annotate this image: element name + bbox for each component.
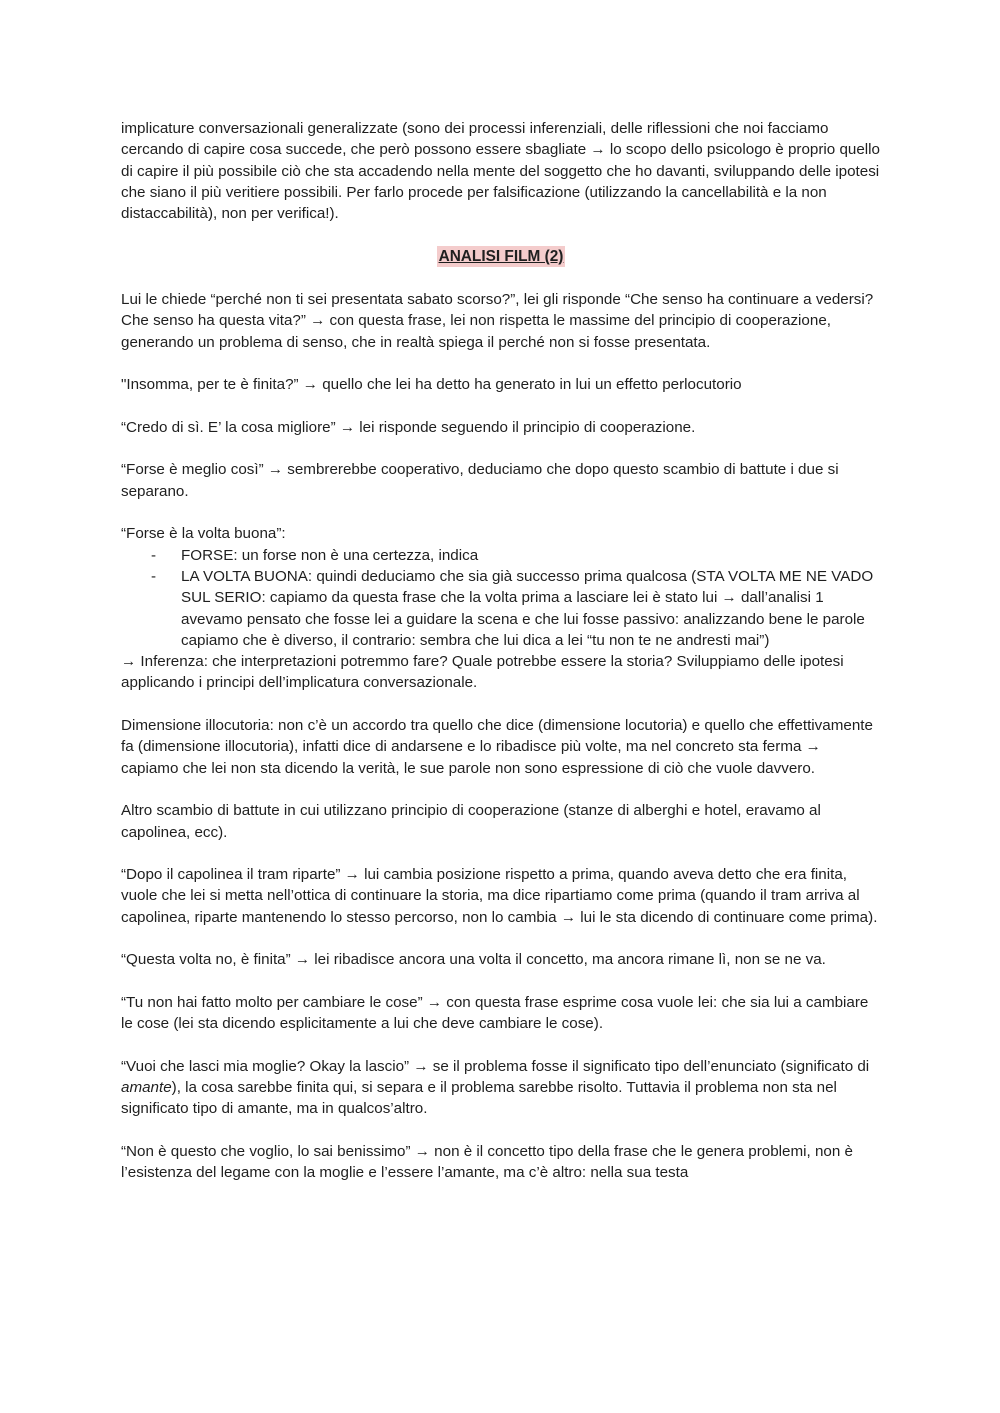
moglie-after: ), la cosa sarebbe finita qui, si separa e il problema sarebbe risolto. Tuttavia il problema non sta nel significato tipo di amante, ma in qualcos’altro. (121, 1079, 837, 1118)
document-page (121, 118, 881, 1184)
moglie-italic: amante (121, 1079, 172, 1097)
paragraph-non-questo: “Non è questo che voglio, lo sai benissimo” → non è il concetto tipo della frase che le genera problemi, non è l’esistenza del legame con la moglie e l’essere l’amante, ma c’è altro: nella sua testa (121, 1142, 853, 1182)
paragraph-forse-meglio: “Forse è meglio così” → sembrerebbe cooperativo, deduciamo che dopo questo scambio di battute i due si separano. (121, 461, 839, 500)
paragraph-credo: “Credo di sì. E’ la cosa migliore” → lei risponde seguendo il principio di cooperazione. (121, 418, 696, 436)
paragraph-insomma: "Insomma, per te è finita?” → quello che lei ha detto ha generato in lui un effetto perlocutorio (121, 376, 742, 394)
section-title-wrap (121, 246, 881, 267)
paragraph-questa-volta: “Questa volta no, è finita” → lei ribadisce ancora una volta il concetto, ma ancora rimane lì, non se ne va. (121, 951, 826, 969)
paragraph-inferenza: → Inferenza: che interpretazioni potremmo fare? Quale potrebbe essere la storia? Sviluppiamo delle ipotesi applicando i principi dell’implicatura conversazionale. (121, 653, 844, 692)
list-intro: “Forse è la volta buona”: (121, 525, 286, 543)
paragraph-illocutoria: Dimensione illocutoria: non c’è un accordo tra quello che dice (dimensione locutoria) e quello che effettivamente fa (dimensione illocutoria), infatti dice di andarsene e lo ribadisce più volte, ma nel concreto sta ferma → capiamo che lei non sta dicendo la verità, le sue parole non sono espressione di ciò che vuole davvero. (121, 717, 873, 777)
paragraph-cambiare: “Tu non hai fatto molto per cambiare le cose” → con questa frase esprime cosa vuole lei: che sia lui a cambiare le cose (lei sta dicendo esplicitamente a lui che deve cambiare le cose). (121, 993, 869, 1033)
list-item-forse: - FORSE: un forse non è una certezza, indica (181, 545, 881, 566)
moglie-before: “Vuoi che lasci mia moglie? Okay la lascio” → se il problema fosse il significato tipo dell’enunciato (significato di (121, 1057, 870, 1075)
intro-paragraph: implicature conversazionali generalizzate (sono dei processi inferenziali, delle riflessioni che noi facciamo cercando di capire cosa succede, che però possono essere sbagliate → lo scopo dello psicologo è proprio quello di capire il più possibile ciò che sta accadendo nella mente del soggetto che ho davanti, sviluppando delle ipotesi che siano il più veritiere possibili. Per farlo procede per falsificazione (utilizzando la cancellabilità e la non distaccabilità), non per verifica!). (121, 120, 880, 223)
paragraph-capolinea: “Dopo il capolinea il tram riparte” → lui cambia posizione rispetto a prima, quando aveva detto che era finita, vuole che lei si metta nell’ottica di continuare la storia, ma dice ripartiamo come prima (quando il tram arriva al capolinea, riparte mantenendo lo stesso percorso, non lo cambia → lui le sta dicendo di continuare come prima). (121, 866, 878, 926)
dash-list (121, 545, 881, 651)
section-title: ANALISI FILM (2) (437, 246, 566, 267)
list-item-volta-buona: - LA VOLTA BUONA: quindi deduciamo che sia già successo prima qualcosa (STA VOLTA ME NE VADO SUL SERIO: capiamo da questa frase che la volta prima a lasciare lei è stato lui → dall’analisi 1 avevamo pensato che fosse lei a guidare la scena e che lui fosse passivo: analizzando bene le parole capiamo che è diverso, il contrario: sembra che lui dica a lei “tu non te ne andresti mai”) (181, 566, 881, 651)
paragraph-perche: Lui le chiede “perché non ti sei presentata sabato scorso?”, lei gli risponde “Che senso ha continuare a vedersi? Che senso ha questa vita?” → con questa frase, lei non rispetta le massime del principio di cooperazione, generando un problema di senso, che in realtà spiega il perché non si fosse presentata. (121, 291, 874, 351)
paragraph-moglie (121, 1056, 881, 1120)
paragraph-altro-scambio: Altro scambio di battute in cui utilizzano principio di cooperazione (stanze di alberghi e hotel, eravamo al capolinea, ecc). (121, 802, 821, 841)
